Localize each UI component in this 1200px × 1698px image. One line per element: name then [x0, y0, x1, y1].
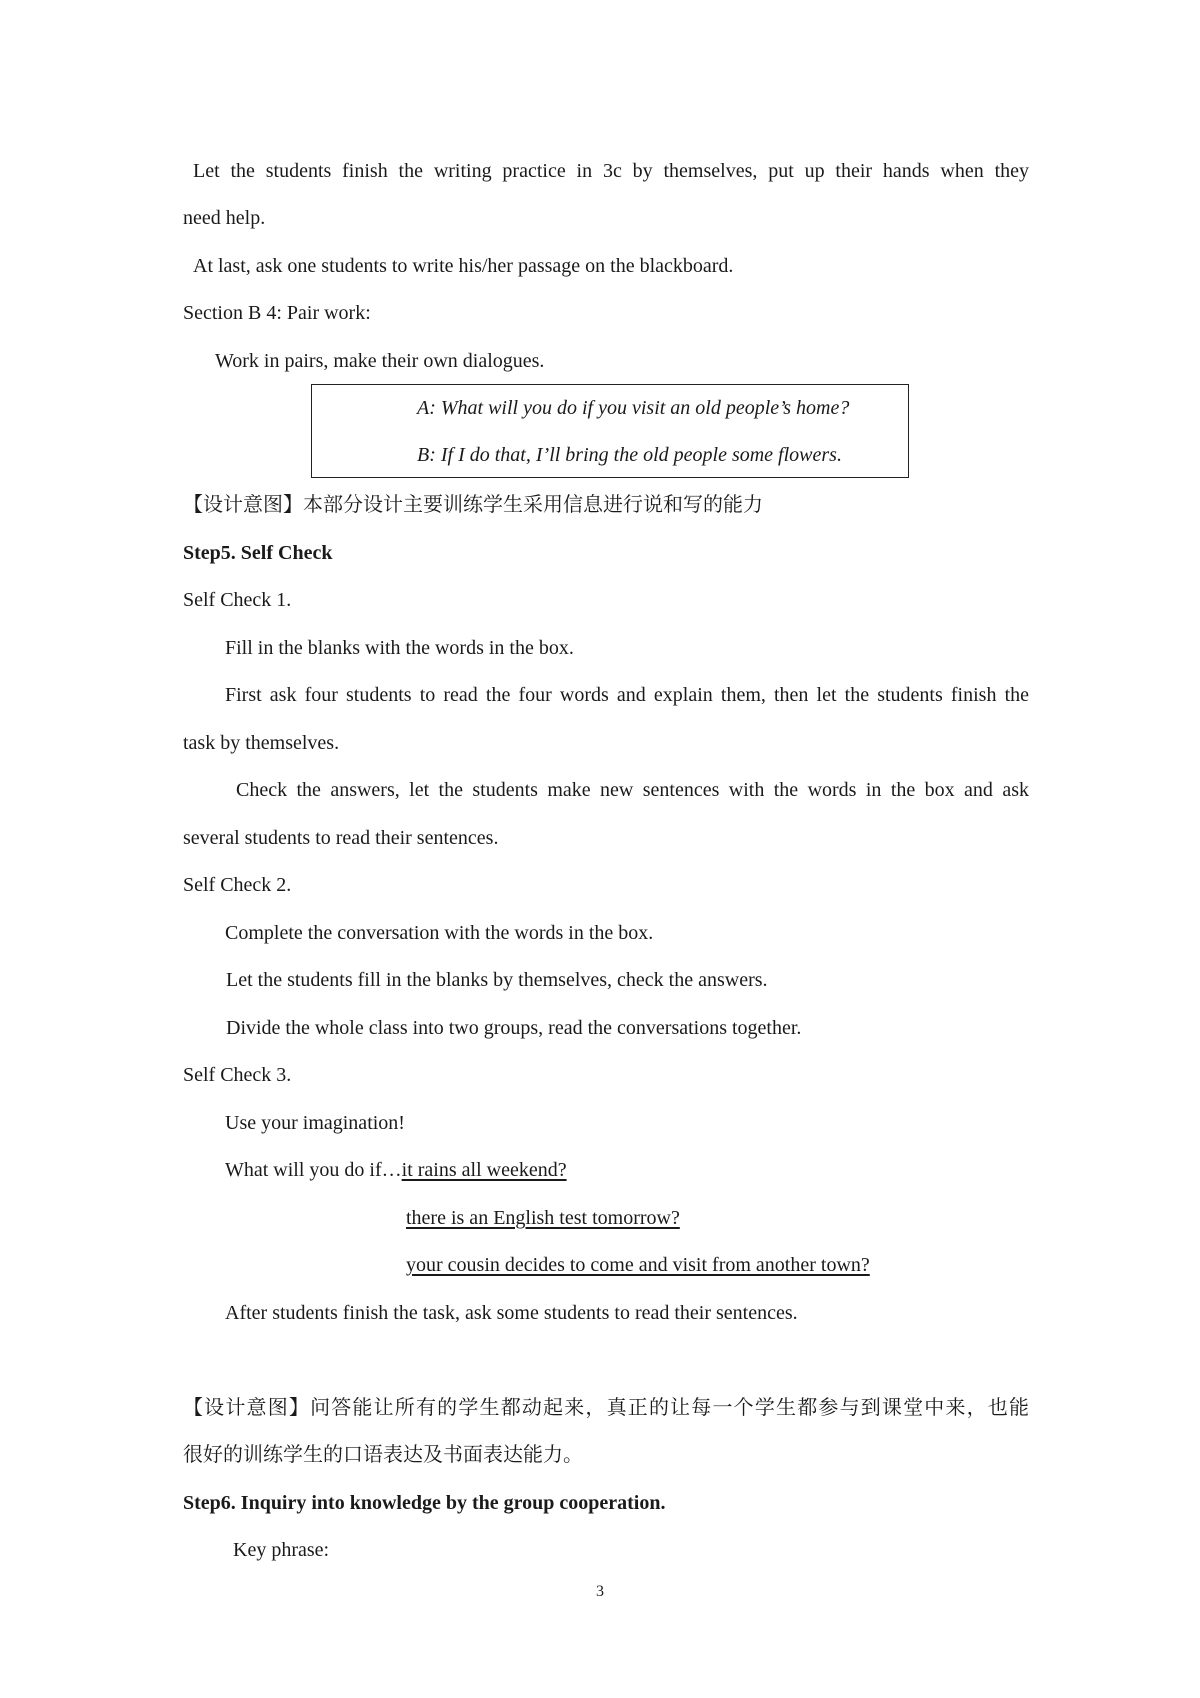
step6-heading: Step6. Inquiry into knowledge by the group cooperation.	[183, 1492, 666, 1514]
key-phrase-label: Key phrase:	[233, 1539, 330, 1561]
design-intent-note: 【设计意图】本部分设计主要训练学生采用信息进行说和写的能力	[183, 494, 763, 516]
self-check-2-label: Self Check 2.	[183, 874, 292, 896]
step5-heading: Step5. Self Check	[183, 542, 333, 564]
question-option: there is an English test tomorrow?	[406, 1207, 680, 1229]
design-intent-note: 很好的训练学生的口语表达及书面表达能力。	[183, 1444, 583, 1466]
question-prompt: What will you do if…	[225, 1159, 402, 1181]
instruction-line: Work in pairs, make their own dialogues.	[215, 350, 545, 372]
paragraph-line: Complete the conversation with the words in the box.	[225, 922, 654, 944]
paragraph-line: First ask four students to read the four words and explain them, then let the students finish the	[225, 684, 1029, 706]
paragraph-line: several students to read their sentences.	[183, 827, 499, 849]
self-check-3-label: Self Check 3.	[183, 1064, 292, 1086]
paragraph-line: task by themselves.	[183, 732, 340, 754]
paragraph-line: need help.	[183, 207, 266, 229]
dialogue-line-b: B: If I do that, I’ll bring the old people some flowers.	[417, 444, 842, 466]
paragraph-line: Use your imagination!	[225, 1112, 405, 1134]
question-option: it rains all weekend?	[401, 1159, 567, 1181]
section-heading: Section B 4: Pair work:	[183, 302, 371, 324]
page-number: 3	[596, 1583, 604, 1600]
paragraph-line: Let the students fill in the blanks by themselves, check the answers.	[226, 969, 768, 991]
dialogue-line-a: A: What will you do if you visit an old people’s home?	[417, 397, 850, 419]
dialogue-box	[311, 384, 909, 478]
design-intent-note: 【设计意图】问答能让所有的学生都动起来，真正的让每一个学生都参与到课堂中来，也能	[183, 1397, 1029, 1419]
paragraph-line: Check the answers, let the students make new sentences with the words in the box and ask	[236, 779, 1029, 801]
paragraph-line: Let the students finish the writing practice in 3c by themselves, put up their hands when they	[193, 160, 1029, 182]
paragraph-line: Fill in the blanks with the words in the box.	[225, 637, 574, 659]
paragraph-line: At last, ask one students to write his/her passage on the blackboard.	[193, 255, 734, 277]
paragraph-line: Divide the whole class into two groups, read the conversations together.	[226, 1017, 802, 1039]
question-option: your cousin decides to come and visit from another town?	[406, 1254, 870, 1276]
self-check-1-label: Self Check 1.	[183, 589, 292, 611]
paragraph-line: After students finish the task, ask some students to read their sentences.	[225, 1302, 798, 1324]
question-line	[225, 1157, 567, 1183]
